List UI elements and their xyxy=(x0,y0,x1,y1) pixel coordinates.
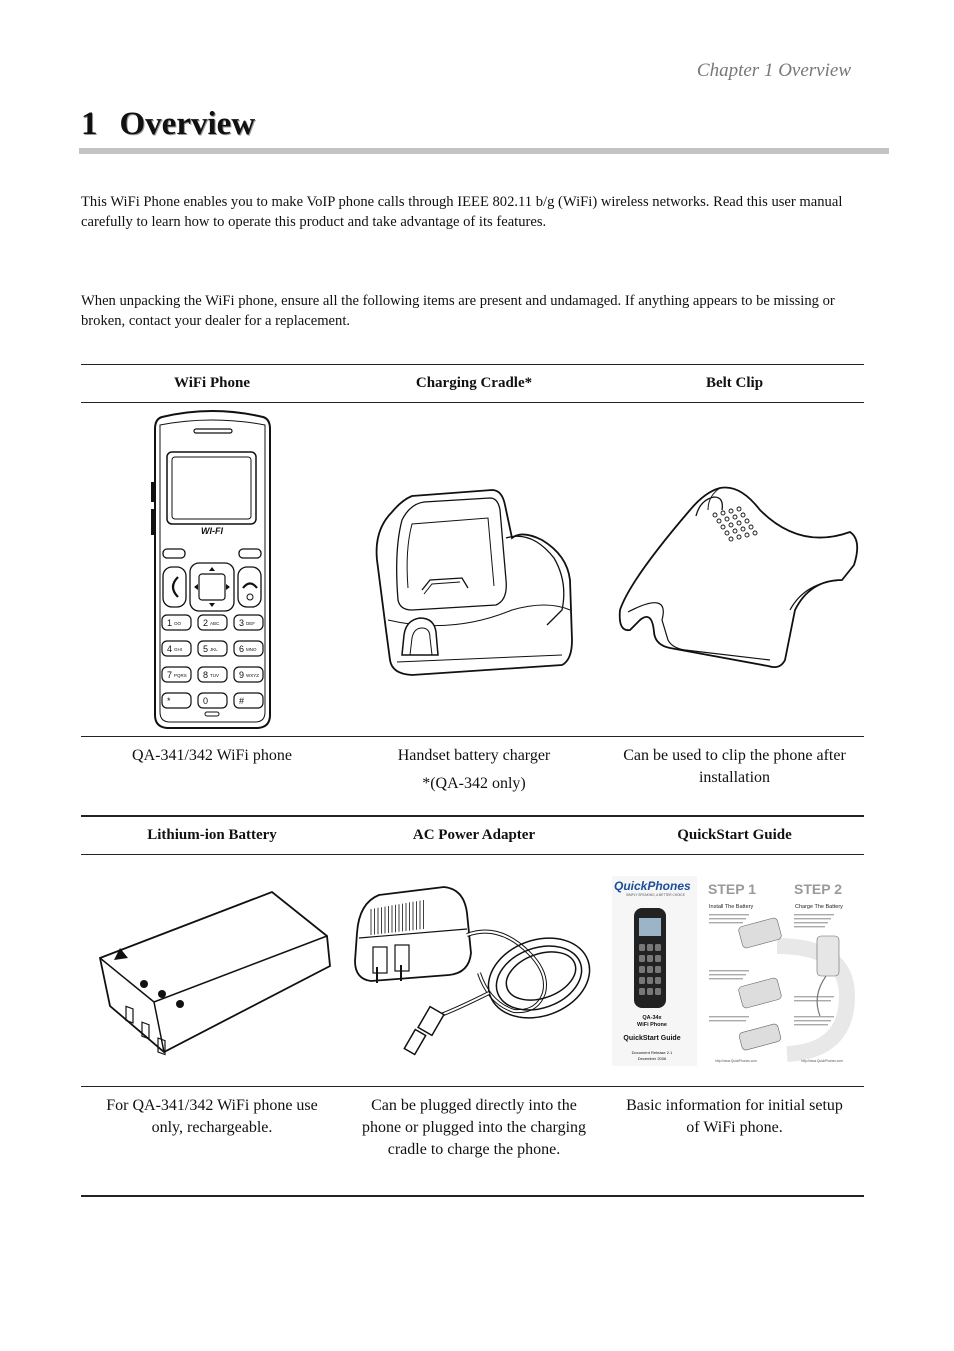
intro-paragraph: This WiFi Phone enables you to make VoIP phone calls through IEEE 802.11 b/g (WiFi) wireless networks. Read this user manual carefully to learn how to operate this product and take advantage of its features. xyxy=(81,194,843,230)
quickstart-url-1: http://www.QuickPhones.com xyxy=(715,1058,757,1063)
svg-text:WXYZ: WXYZ xyxy=(245,673,259,678)
quickstart-step2-title: Charge The Battery xyxy=(795,903,843,910)
quickstart-text-line xyxy=(709,974,746,975)
quickstart-text-line xyxy=(794,996,834,997)
quickstart-text-line xyxy=(709,1016,749,1017)
svg-text:TUV: TUV xyxy=(209,673,219,678)
quickstart-model: QA-34x xyxy=(642,1014,662,1021)
quickstart-phone-key xyxy=(647,944,653,951)
svg-text:6: 6 xyxy=(238,644,244,654)
unpacking-paragraph: When unpacking the WiFi phone, ensure all the following items are present and undamaged. If anything appears to be missing or broken, contact your dealer for a replacement. xyxy=(81,293,835,329)
quickstart-phone-key xyxy=(647,988,653,995)
table-header-row xyxy=(81,365,864,403)
quickstart-phone-key xyxy=(639,977,645,984)
svg-text:MNO: MNO xyxy=(245,647,256,652)
charging-cradle-cell xyxy=(343,403,605,737)
svg-text:GHI: GHI xyxy=(173,647,182,652)
quickstart-text-line xyxy=(709,978,743,979)
quickstart-product: WiFi Phone xyxy=(637,1021,667,1028)
quickstart-date: December 2006 xyxy=(637,1055,667,1061)
chapter-title-text: Overview xyxy=(119,106,256,142)
quickstart-phone-key xyxy=(655,988,661,995)
belt-clip-cell xyxy=(605,403,864,737)
quickstart-phone-key xyxy=(639,944,645,951)
phone-brand-label: WI-FI xyxy=(200,526,223,536)
quickstart-text-line xyxy=(794,918,831,919)
table-desc-row xyxy=(81,737,864,817)
charging-cradle-illustration xyxy=(372,460,577,680)
item-desc-charging-cradle: Handset battery charger *(QA-342 only) xyxy=(343,737,605,817)
title-rule xyxy=(79,148,889,154)
power-adapter-cell xyxy=(343,855,605,1087)
wifi-phone-cell xyxy=(81,403,343,737)
svg-text:JKL: JKL xyxy=(209,647,218,652)
quickstart-url-2: http://www.QuickPhones.com xyxy=(801,1058,843,1063)
belt-clip-illustration xyxy=(610,470,860,670)
item-desc-charging-cradle-note: *(QA-342 only) xyxy=(422,775,526,792)
quickstart-step2: STEP 2 xyxy=(794,880,842,897)
quickstart-step1: STEP 1 xyxy=(708,880,756,897)
quickstart-guide-cell xyxy=(605,855,864,1087)
quickstart-release: Document Release 2.1 xyxy=(631,1049,673,1055)
quickstart-text-line xyxy=(794,1020,831,1021)
battery-illustration xyxy=(92,886,332,1056)
quickstart-tagline: SIMPLY SPEAKING, A BETTER CHOICE xyxy=(626,892,685,897)
svg-text:3: 3 xyxy=(238,618,244,628)
svg-text:PQRS: PQRS xyxy=(173,673,187,678)
item-name-belt-clip: Belt Clip xyxy=(605,365,864,403)
quickstart-phone-key xyxy=(655,977,661,984)
item-desc-wifi-phone: QA-341/342 WiFi phone xyxy=(81,737,343,817)
quickstart-phone-key xyxy=(639,966,645,973)
item-desc-quickstart-guide: Basic information for initial setup of WiFi phone. xyxy=(605,1087,864,1197)
quickstart-text-line xyxy=(709,970,749,971)
svg-text:8: 8 xyxy=(202,670,208,680)
svg-text:9: 9 xyxy=(238,670,244,680)
svg-text:DEF: DEF xyxy=(245,621,255,626)
item-name-charging-cradle: Charging Cradle* xyxy=(343,365,605,403)
item-name-wifi-phone: WiFi Phone xyxy=(81,365,343,403)
quickstart-phone-key xyxy=(655,966,661,973)
svg-text:0: 0 xyxy=(202,696,208,706)
svg-text:ABC: ABC xyxy=(209,621,219,626)
quickstart-phone-key xyxy=(655,955,661,962)
svg-text:*: * xyxy=(166,696,171,706)
quickstart-logo: QuickPhones xyxy=(614,878,691,893)
quickstart-text-line xyxy=(794,926,825,927)
item-name-quickstart-guide: QuickStart Guide xyxy=(605,816,864,855)
package-contents-table xyxy=(81,364,864,1197)
quickstart-text-line xyxy=(794,914,834,915)
chapter-number: 1 xyxy=(81,106,98,142)
quickstart-phone-key xyxy=(655,944,661,951)
svg-text:7: 7 xyxy=(166,670,172,680)
quickstart-step1-title: Install The Battery xyxy=(709,903,754,910)
item-desc-battery: For QA-341/342 WiFi phone use only, rechargeable. xyxy=(81,1087,343,1197)
item-desc-belt-clip: Can be used to clip the phone after installation xyxy=(605,737,864,817)
item-desc-power-adapter: Can be plugged directly into the phone or plugged into the charging cradle to charge the phone. xyxy=(343,1087,605,1197)
wifi-phone-illustration xyxy=(150,407,275,732)
quickstart-text-line xyxy=(709,922,743,923)
quickstart-phone-key xyxy=(639,955,645,962)
table-header-row-2 xyxy=(81,816,864,855)
quickstart-phone-key xyxy=(647,955,653,962)
quickstart-guide-title: QuickStart Guide xyxy=(623,1034,681,1042)
table-desc-row-2 xyxy=(81,1087,864,1197)
item-name-battery: Lithium-ion Battery xyxy=(81,816,343,855)
quickstart-phone-key xyxy=(647,977,653,984)
quickstart-phone-key xyxy=(647,966,653,973)
quickstart-text-line xyxy=(794,1000,831,1001)
quickstart-phone-key xyxy=(639,988,645,995)
table-image-row xyxy=(81,403,864,737)
svg-text:4: 4 xyxy=(166,644,172,654)
item-name-power-adapter: AC Power Adapter xyxy=(343,816,605,855)
svg-text:#: # xyxy=(238,696,244,706)
running-header: Chapter 1 Overview xyxy=(696,60,851,81)
svg-text:1: 1 xyxy=(166,618,172,628)
table-image-row-2 xyxy=(81,855,864,1087)
quickstart-text-line xyxy=(794,1024,828,1025)
quickstart-text-line xyxy=(709,1020,746,1021)
quickstart-text-line xyxy=(794,922,828,923)
svg-text:2: 2 xyxy=(202,618,208,628)
chapter-title xyxy=(81,106,255,143)
quickstart-text-line xyxy=(709,914,749,915)
quickstart-text-line xyxy=(709,918,746,919)
power-adapter-illustration xyxy=(349,883,599,1058)
quickstart-text-line xyxy=(794,1016,834,1017)
svg-text:OO: OO xyxy=(173,621,181,626)
quickstart-guide-illustration xyxy=(612,876,857,1066)
svg-text:5: 5 xyxy=(202,644,208,654)
battery-cell xyxy=(81,855,343,1087)
